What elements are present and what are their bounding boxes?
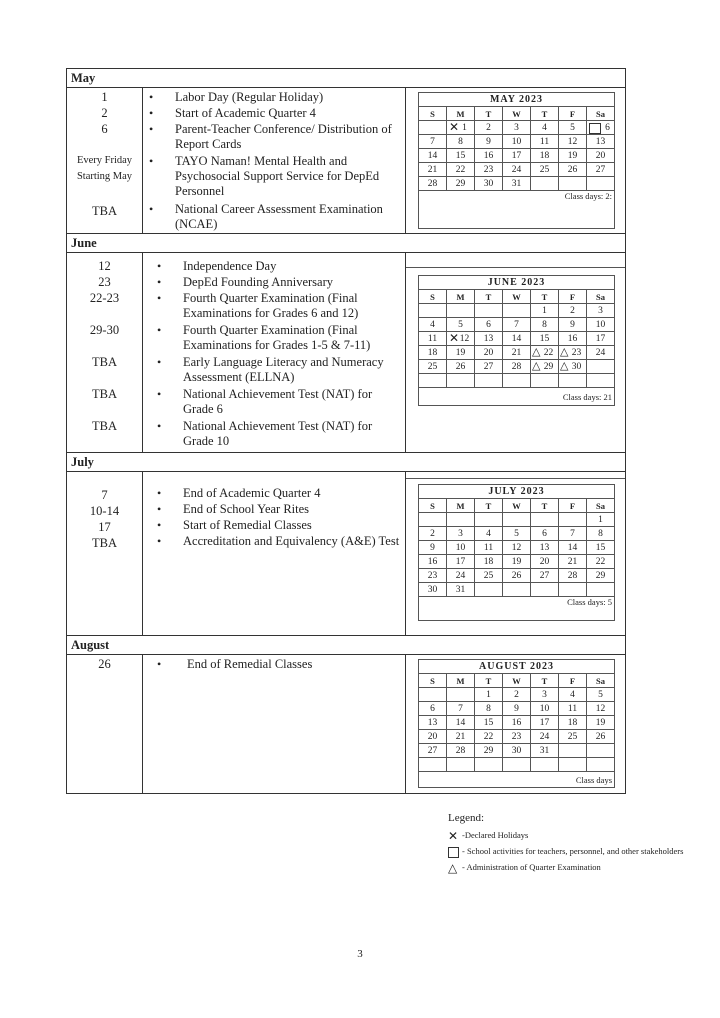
exam-cell: △ 22	[531, 346, 559, 360]
date-item: 1	[101, 90, 108, 104]
calendar-july	[418, 484, 615, 621]
legend-label: - Administration of Quarter Examination	[462, 862, 601, 872]
weekday-header-row: S M T W T F Sa	[419, 499, 615, 513]
calendar-week: 1 2 3	[419, 304, 615, 318]
calendar-week: 11 ✕ 12 13 14 15 16 17	[419, 332, 615, 346]
date-item: Every Friday	[76, 155, 133, 166]
month-row-june	[67, 253, 625, 453]
date-item: 2	[101, 106, 108, 120]
calendar-week: 2 3 4 5 6 7 8	[419, 527, 615, 541]
date-item: 17	[98, 520, 111, 534]
calendar-week: 23 24 25 26 27 28 29	[419, 569, 615, 583]
exam-cell: △ 23	[559, 346, 587, 360]
date-item: Starting May	[76, 171, 133, 182]
calendar-week	[419, 374, 615, 388]
date-item: TBA	[92, 387, 117, 401]
calendar-august	[418, 659, 615, 788]
calendar-week: 25 26 27 28 △ 29 △ 30	[419, 360, 615, 374]
event-column: • Independence Day • DepEd Founding Anniversary • Fourth Quarter Examination (Final Examinations for Grades 6 and 12) • Fourth Quarter Examination (Final Examinations for Grades 1-5 & 7-11) • Early Language Literacy and Numeracy Assessment (ELLNA) • National Achievement Test (NAT) for Grade 6 • National Achievement Test (NAT) for Grade 10	[143, 253, 406, 452]
date-item: 6	[101, 122, 108, 136]
date-item: 10-14	[89, 504, 120, 518]
month-header-may: May	[67, 69, 625, 88]
date-column	[67, 472, 143, 635]
square-icon	[448, 847, 459, 858]
activity-cell: 6	[587, 121, 615, 135]
class-days-label: Class days: 5	[419, 597, 615, 621]
triangle-icon: △	[532, 346, 541, 358]
calendar-week: 16 17 18 19 20 21 22	[419, 555, 615, 569]
calendar-week: 30 31	[419, 583, 615, 597]
weekday-header-row: S M T W T F Sa	[419, 107, 615, 121]
calendar-week: 1	[419, 513, 615, 527]
month-header-july: July	[67, 453, 625, 472]
calendar-week: 18 19 20 21 △ 22 △ 23 24	[419, 346, 615, 360]
calendar-week: 9 10 11 12 13 14 15	[419, 541, 615, 555]
date-column	[67, 253, 143, 452]
class-days-label: Class days	[419, 772, 615, 788]
date-item: 7	[101, 488, 108, 502]
date-item: 22-23	[89, 291, 120, 305]
legend-label: -Declared Holidays	[462, 830, 529, 840]
date-column	[67, 655, 143, 793]
date-item: TBA	[92, 419, 117, 433]
event-column: • Labor Day (Regular Holiday) • Start of Academic Quarter 4 • Parent-Teacher Conference/ Distribution of Report Cards • TAYO Naman! Mental Health and Psychosocial Support Service for DepEd Personnel • National Career Assessment Examination (NCAE)	[143, 88, 406, 233]
class-days-label: Class days: 2:	[419, 191, 615, 229]
page-number: 3	[357, 948, 363, 960]
month-header-august: August	[67, 636, 625, 655]
legend-item-activities	[448, 846, 688, 858]
calendar-week: 6 7 8 9 10 11 12	[419, 702, 615, 716]
calendar-title: MAY 2023	[419, 93, 615, 107]
month-row-may	[67, 88, 625, 234]
calendar-week: 14 15 16 17 18 19 20	[419, 149, 615, 163]
legend-item-holidays	[448, 830, 688, 842]
calendar-column	[406, 655, 625, 793]
date-item: 26	[98, 657, 111, 671]
calendar-week: 4 5 6 7 8 9 10	[419, 318, 615, 332]
exam-cell: △ 29	[531, 360, 559, 374]
month-header-june: June	[67, 234, 625, 253]
x-mark-icon: ✕	[448, 829, 459, 843]
exam-cell: △ 30	[559, 360, 587, 374]
legend	[448, 812, 688, 878]
date-item: TBA	[92, 204, 117, 218]
calendar-week: 1 2 3 4 5	[419, 688, 615, 702]
calendar-column	[406, 253, 625, 452]
calendar-column	[406, 472, 625, 635]
calendar-week: 20 21 22 23 24 25 26	[419, 730, 615, 744]
weekday-header-row: S M T W T F Sa	[419, 674, 615, 688]
date-column	[67, 88, 143, 233]
calendar-week: 13 14 15 16 17 18 19	[419, 716, 615, 730]
date-item: TBA	[92, 536, 117, 550]
class-days-label: Class days: 21	[419, 388, 615, 406]
month-row-august	[67, 655, 625, 793]
square-icon	[589, 123, 601, 134]
calendar-week: 21 22 23 24 25 26 27	[419, 163, 615, 177]
calendar-column	[406, 88, 625, 233]
event-column: • End of Remedial Classes	[143, 655, 406, 793]
x-mark-icon: ✕	[449, 331, 460, 345]
event-column: • End of Academic Quarter 4 • End of School Year Rites • Start of Remedial Classes • Accreditation and Equivalency (A&E) Test	[143, 472, 406, 635]
calendar-week	[419, 758, 615, 772]
legend-title: Legend:	[448, 812, 485, 824]
legend-label: - School activities for teachers, personnel, and other stakeholders	[462, 846, 684, 856]
legend-item-exams	[448, 862, 688, 874]
triangle-icon: △	[560, 346, 569, 358]
triangle-icon: △	[560, 360, 569, 372]
calendar-week: ✕ 1 2 3 4 5 6	[419, 121, 615, 135]
holiday-cell: ✕ 1	[447, 121, 475, 135]
triangle-icon: △	[532, 360, 541, 372]
date-item: TBA	[92, 355, 117, 369]
date-item: 29-30	[89, 323, 120, 337]
holiday-cell: ✕ 12	[447, 332, 475, 346]
month-row-july	[67, 472, 625, 636]
calendar-week: 7 8 9 10 11 12 13	[419, 135, 615, 149]
calendar-may	[418, 92, 615, 229]
school-calendar-table	[66, 68, 626, 794]
calendar-week: 27 28 29 30 31	[419, 744, 615, 758]
date-item: 12	[98, 259, 111, 273]
calendar-title: AUGUST 2023	[419, 660, 615, 674]
triangle-icon: △	[448, 861, 458, 875]
calendar-week: 28 29 30 31	[419, 177, 615, 191]
date-item: 23	[98, 275, 111, 289]
calendar-title: JULY 2023	[419, 485, 615, 499]
x-mark-icon: ✕	[449, 120, 460, 134]
calendar-june	[418, 275, 615, 406]
weekday-header-row: S M T W T F Sa	[419, 290, 615, 304]
calendar-title: JUNE 2023	[419, 276, 615, 290]
